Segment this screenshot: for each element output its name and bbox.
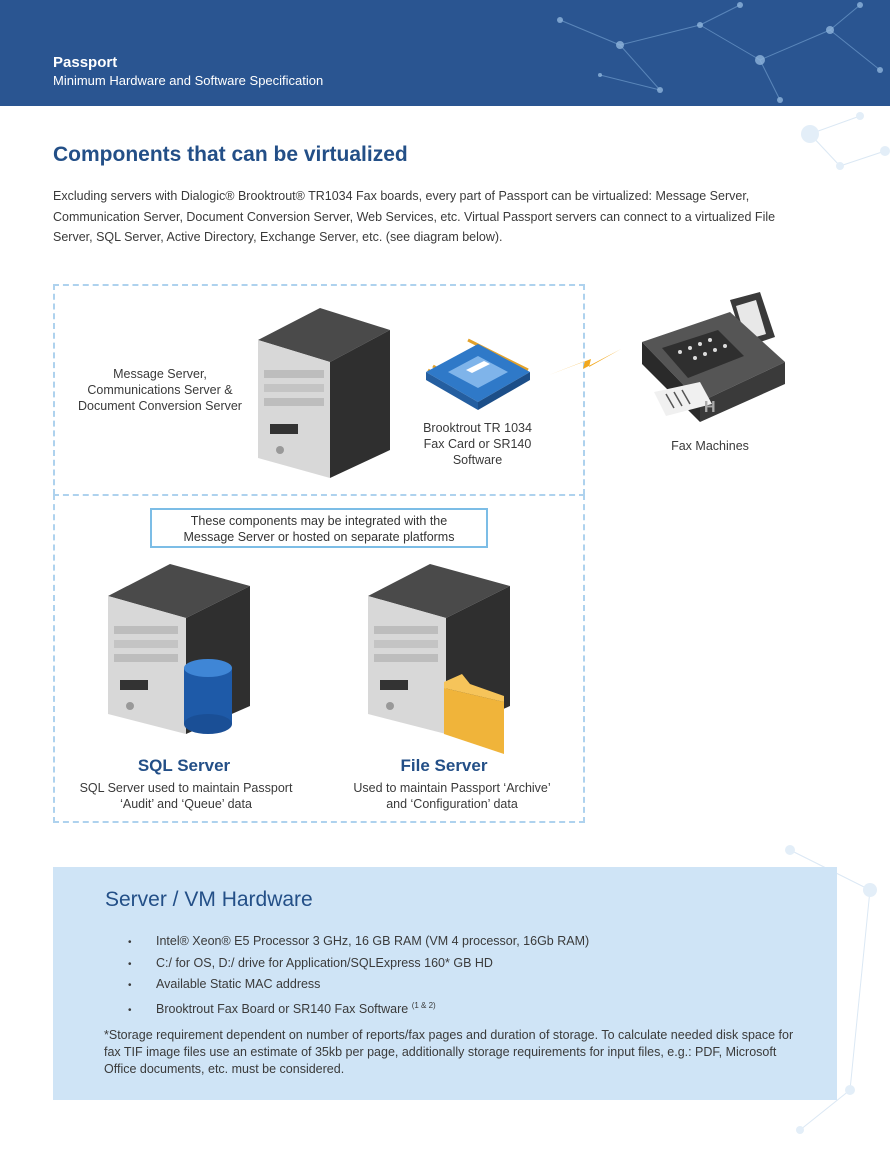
list-item: • Intel® Xeon® E5 Processor 3 GHz, 16 GB RAM (VM 4 processor, 16Gb RAM) — [128, 934, 590, 948]
fax-machine-icon — [640, 292, 790, 432]
file-server-desc: Used to maintain Passport ‘Archive’ and ‘Configuration’ data — [353, 781, 551, 811]
intro-paragraph: Excluding servers with Dialogic® Brooktrout® TR1034 Fax boards, every part of Passport can be virtualized: Message Server, Communication Server, Document Conversion Server, Web Services, etc. Virtual Passport servers can connect to a virtualized File Server, SQL Server, Active Directory, Exchange Server, etc. (see diagram below). — [53, 189, 776, 244]
fax-card-label: Brooktrout TR 1034 Fax Card or SR140 Software — [423, 421, 532, 467]
side-network-decoration — [760, 106, 890, 196]
folder-icon — [440, 674, 508, 756]
list-item: • C:/ for OS, D:/ drive for Application/SQLExpress 160* GB HD — [128, 955, 493, 970]
fax-card-chip-icon — [418, 330, 538, 416]
sql-server-desc: SQL Server used to maintain Passport ‘Audit’ and ‘Queue’ data — [79, 781, 293, 811]
storage-footnote: *Storage requirement dependent on number of reports/fax pages and duration of storage. To calculate needed disk space for fax TIF image files use an estimate of 35kb per page, additionally storage requirements for input files, e.g.: PDF, Microsoft Office documents, etc. must be considered. — [104, 1028, 794, 1076]
hardware-list — [128, 932, 589, 1018]
doc-subtitle: Minimum Hardware and Software Specification — [53, 73, 324, 88]
list-item: • Available Static MAC address — [128, 977, 321, 991]
file-server-title: File Server — [400, 756, 488, 775]
lightning-bolt-icon — [545, 345, 625, 381]
section-title: Components that can be virtualized — [53, 143, 408, 166]
hardware-title: Server / VM Hardware — [105, 888, 313, 911]
list-item: • Brooktrout Fax Board or SR140 Fax Software $^{(1 \& 2)}$ — [128, 1000, 436, 1016]
message-server-icon — [250, 300, 400, 480]
message-server-label: Message Server, Communications Server & Document Conversion Server — [78, 367, 242, 413]
integration-note-box: These components may be integrated with the Message Server or hosted on separate platforms — [150, 508, 488, 548]
database-cylinder-icon — [182, 658, 234, 736]
fax-machines-label: Fax Machines — [671, 439, 749, 453]
sql-server-title: SQL Server — [137, 756, 231, 775]
svg-text:H: H — [704, 399, 716, 416]
doc-title: Passport — [53, 54, 118, 71]
network-pattern-decoration — [0, 0, 890, 106]
header-banner — [0, 0, 890, 106]
footnote-ref: (1 & 2) — [411, 1000, 436, 1010]
